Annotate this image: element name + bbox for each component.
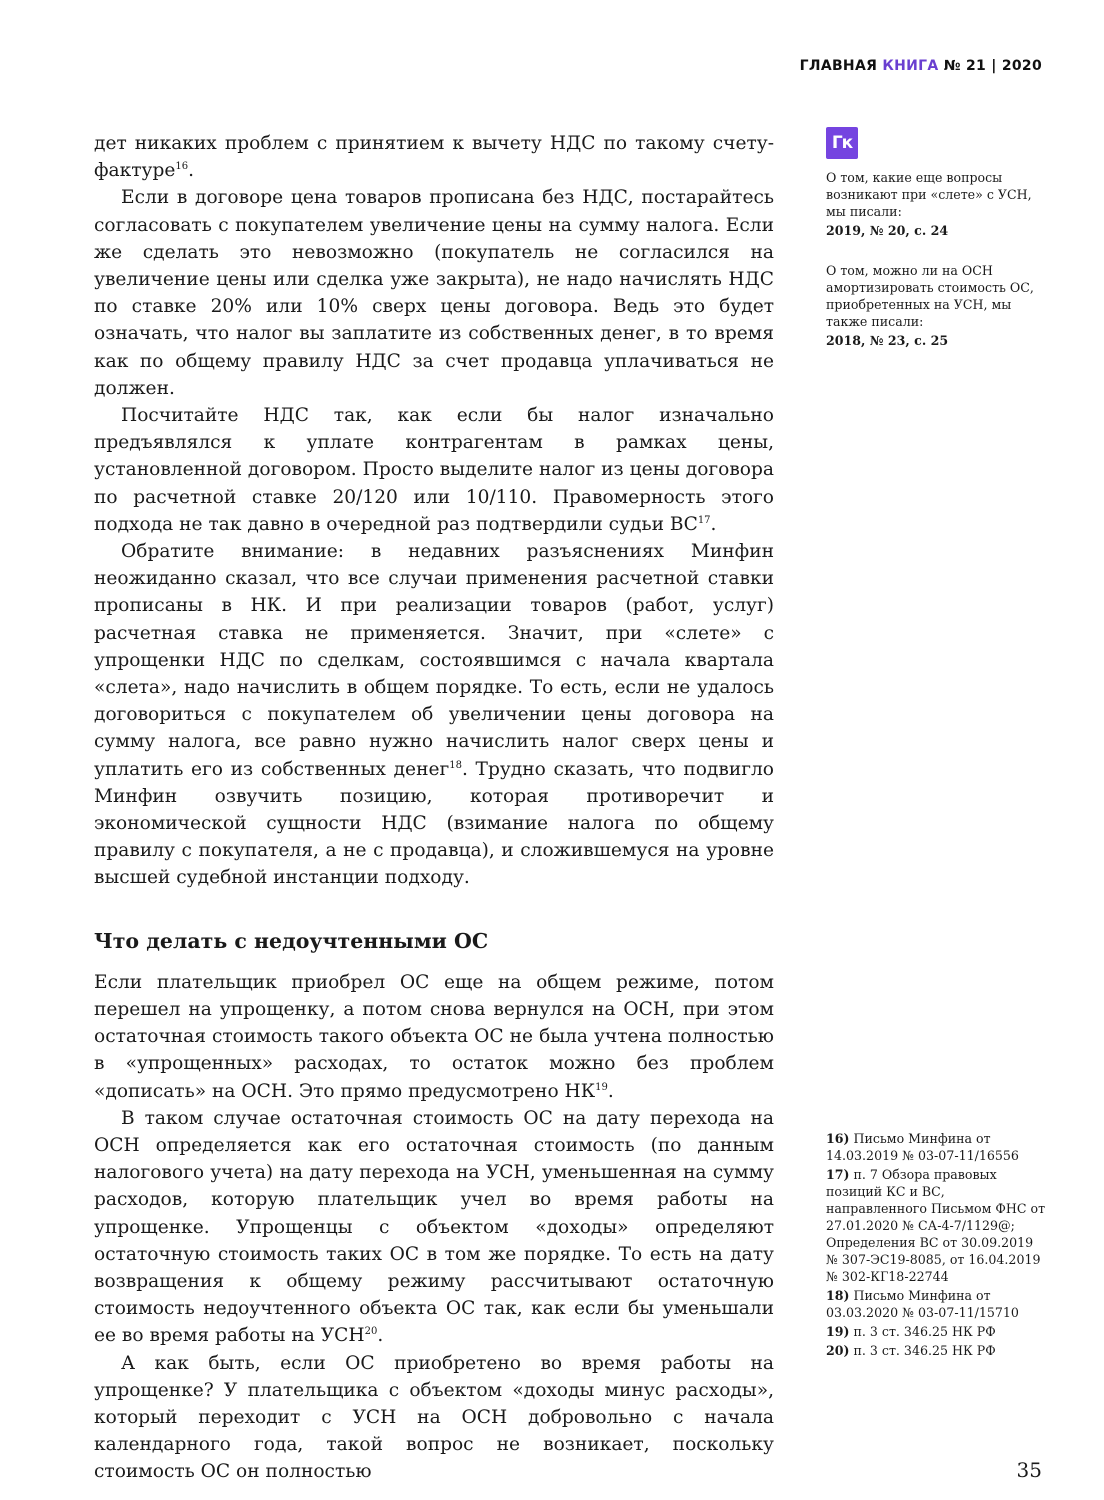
sidenote-text: О том, можно ли на ОСН амортизировать стоимость ОС, приобретенных на УСН, мы также писали:: [826, 263, 1034, 329]
footnote-ref-19: 19: [595, 1081, 608, 1093]
paragraph-2: Если в договоре цена товаров прописана без НДС, постарайтесь согласовать с покупателем увеличение цены на сумму налога. Если же сделать это невозможно (покупатель не согласился на увеличение цены или сделка уже закрыта), не надо начислять НДС по ставке 20% или 10% сверх цены договора. Ведь это будет означать, что налог вы заплатите из собственных денег, в то время как по общему правилу НДС за счет продавца уплачиваться не должен.: [94, 187, 774, 399]
footnote-ref-16: 16: [175, 161, 189, 173]
header-title-part1: ГЛАВНАЯ: [799, 58, 883, 74]
page-number: 35: [1016, 1458, 1042, 1482]
sidenote-text: О том, какие еще вопросы возникают при «слете» с УСН, мы писали:: [826, 170, 1032, 219]
footnote-18: 18) Письмо Минфина от 03.03.2020 № 03-07-11/15710: [826, 1288, 1019, 1320]
paragraph-7: А как быть, если ОС приобретено во время работы на упрощенке? У плательщика с объектом «доходы минус расходы», который переходит с УСН на ОСН добровольно с начала календарного года, такой вопрос не возникает, поскольку стоимость ОС он полностью: [94, 1352, 774, 1483]
paragraph-3: Посчитайте НДС так, как если бы налог изначально предъявлялся к уплате контрагентам в рамках цены, установленной договором. Просто выделите налог из цены договора по расчетной ставке 20/120 или 10/110. Правомерность этого подхода не так давно в очередной раз подтвердили судьи ВС$^{17}$.: [94, 405, 774, 535]
footnote-20: 20) п. 3 ст. 346.25 НК РФ: [826, 1343, 996, 1358]
sidenote-reference: 2019, № 20, с. 24: [826, 223, 949, 238]
magazine-logo-icon: Гк: [826, 127, 858, 159]
paragraph-1: дет никаких проблем с принятием к вычету НДС по такому счету-фактуре$^{16}$.: [94, 133, 774, 182]
header-issue: № 21 | 2020: [938, 58, 1042, 74]
sidenote-reference: 2018, № 23, с. 25: [826, 333, 949, 348]
header-title-part2: КНИГА: [882, 58, 939, 74]
paragraph-5: Если плательщик приобрел ОС еще на общем режиме, потом перешел на упрощенку, а потом снова вернулся на ОСН, при этом остаточная стоимость такого объекта ОС не была учтена полностью в «упрощенных» расходах, то остаток можно без проблем «дописать» на ОСН. Это прямо предусмотрено НК$^{19}$.: [94, 971, 774, 1102]
footnote-19: 19) п. 3 ст. 346.25 НК РФ: [826, 1324, 996, 1339]
sidenote-2: [826, 262, 1046, 349]
footnote-17: 17) п. 7 Обзора правовых позиций КС и ВС, направленного Письмом ФНС от 27.01.2020 № СА-4-7/1129@; Определения ВС от 30.09.2019 № 307-ЭС19-8085, от 16.04.2019 № 302-КГ18-22744: [826, 1167, 1046, 1284]
footnote-ref-20: 20: [364, 1326, 378, 1338]
magazine-header: [800, 58, 1042, 74]
footnote-16: 16) Письмо Минфина от 14.03.2019 № 03-07-11/16556: [826, 1131, 1019, 1163]
sidenote-1: [826, 169, 1046, 239]
article-body: [94, 130, 774, 1486]
paragraph-4: Обратите внимание: в недавних разъяснениях Минфин неожиданно сказал, что все случаи применения расчетной ставки прописаны в НК. И при реализации товаров (работ, услуг) расчетная ставка не применяется. Значит, при «слете» с упрощенки НДС по сделкам, состоявшимся с начала квартала «слета», надо начислить в общем порядке. То есть, если не удалось договориться с покупателем об увеличении цены договора на сумму налога, все равно нужно начислить налог сверх цены и уплатить его из собственных денег$^{18}$. Трудно сказать, что подвигло Минфин озвучить позицию, которая противоречит и экономической сущности НДС (взимание налога по общему правилу с покупателя, а не с продавца), и сложившемуся на уровне высшей судебной инстанции подходу.: [94, 541, 774, 889]
footnotes: [826, 1130, 1046, 1361]
footnote-ref-17: 17: [697, 514, 711, 526]
footnote-ref-18: 18: [449, 759, 462, 771]
section-heading: Что делать с недоучтенными ОС: [94, 928, 489, 953]
paragraph-6: В таком случае остаточная стоимость ОС на дату перехода на ОСН определяется как его остаточная стоимость (по данным налогового учета) на дату перехода на УСН, уменьшенная на сумму расходов, которую плательщик учел во время работы на упрощенке. Упрощенцы с объектом «доходы» определяют остаточную стоимость таких ОС в том же порядке. То есть на дату возвращения к общему режиму рассчитывают остаточную стоимость недоучтенного объекта ОС так, как если бы уменьшали ее во время работы на УСН$^{20}$.: [94, 1107, 774, 1347]
